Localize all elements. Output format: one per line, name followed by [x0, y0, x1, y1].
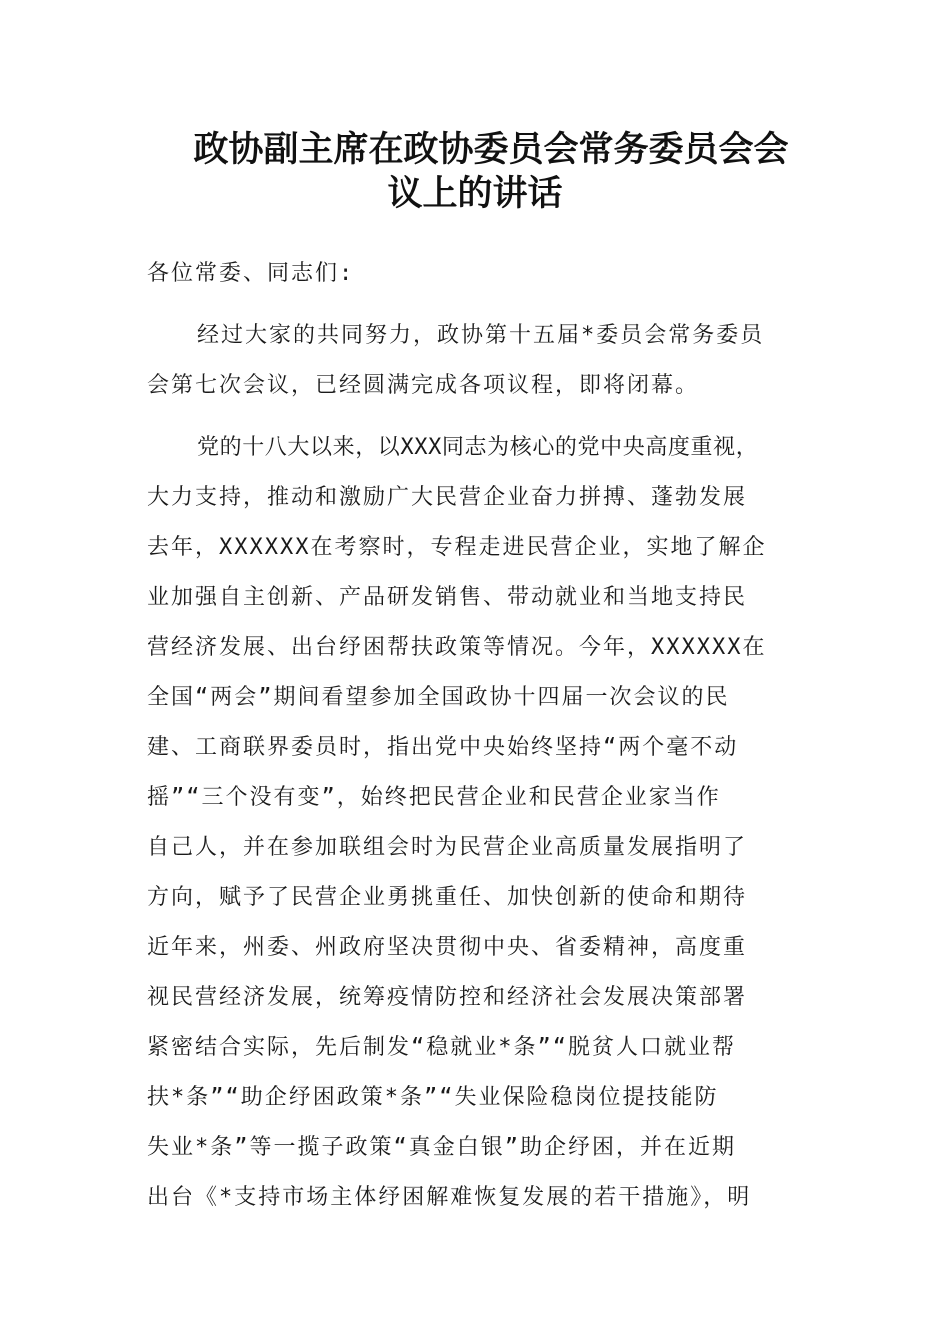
paragraph-line: 出台《*支持市场主体纾困解难恢复发展的若干措施》，明: [147, 1185, 752, 1210]
paragraph-line: 紧密结合实际，先后制发“稳就业*条”“脱贫人口就业帮: [147, 1035, 736, 1060]
paragraph-line: 全国“两会”期间看望参加全国政协十四届一次会议的民: [147, 685, 730, 710]
paragraph-line: 失业*条”等一揽子政策“真金白银”助企纾困，并在近期: [147, 1135, 736, 1160]
paragraph-line: 建、工商联界委员时，指出党中央始终坚持“两个毫不动: [147, 735, 739, 760]
paragraph-line: 近年来，州委、州政府坚决贯彻中央、省委精神，高度重: [147, 935, 748, 960]
document-title-line-2: 议上的讲话: [387, 173, 563, 214]
paragraph-line: 方向，赋予了民营企业勇挑重任、加快创新的使命和期待: [147, 885, 748, 910]
paragraph-line: 业加强自主创新、产品研发销售、带动就业和当地支持民: [147, 585, 748, 610]
paragraph-line: 党的十八大以来，以XXX同志为核心的党中央高度重视，: [197, 435, 759, 460]
paragraph-line: 自己人，并在参加联组会时为民营企业高质量发展指明了: [147, 835, 748, 860]
paragraph-line: 经过大家的共同努力，政协第十五届*委员会常务委员: [197, 323, 765, 348]
salutation: 各位常委、同志们:: [147, 261, 355, 286]
paragraph-line: 扶*条”“助企纾困政策*条”“失业保险稳岗位提技能防: [147, 1085, 719, 1110]
paragraph-line: 去年，XXXXXX在考察时，专程走进民营企业，实地了解企: [147, 535, 767, 560]
paragraph-line: 营经济发展、出台纾困帮扶政策等情况。今年，XXXXXX在: [147, 635, 767, 660]
paragraph-line: 大力支持，推动和激励广大民营企业奋力拼搏、蓬勃发展: [147, 485, 748, 510]
paragraph-line: 视民营经济发展，统筹疫情防控和经济社会发展决策部署: [147, 985, 748, 1010]
paragraph-line: 会第七次会议，已经圆满完成各项议程，即将闭幕。: [147, 373, 700, 398]
document-title-line-1: 政协副主席在政协委员会常务委员会会: [193, 129, 789, 170]
paragraph-line: 摇”“三个没有变”，始终把民营企业和民营企业家当作: [147, 785, 721, 810]
